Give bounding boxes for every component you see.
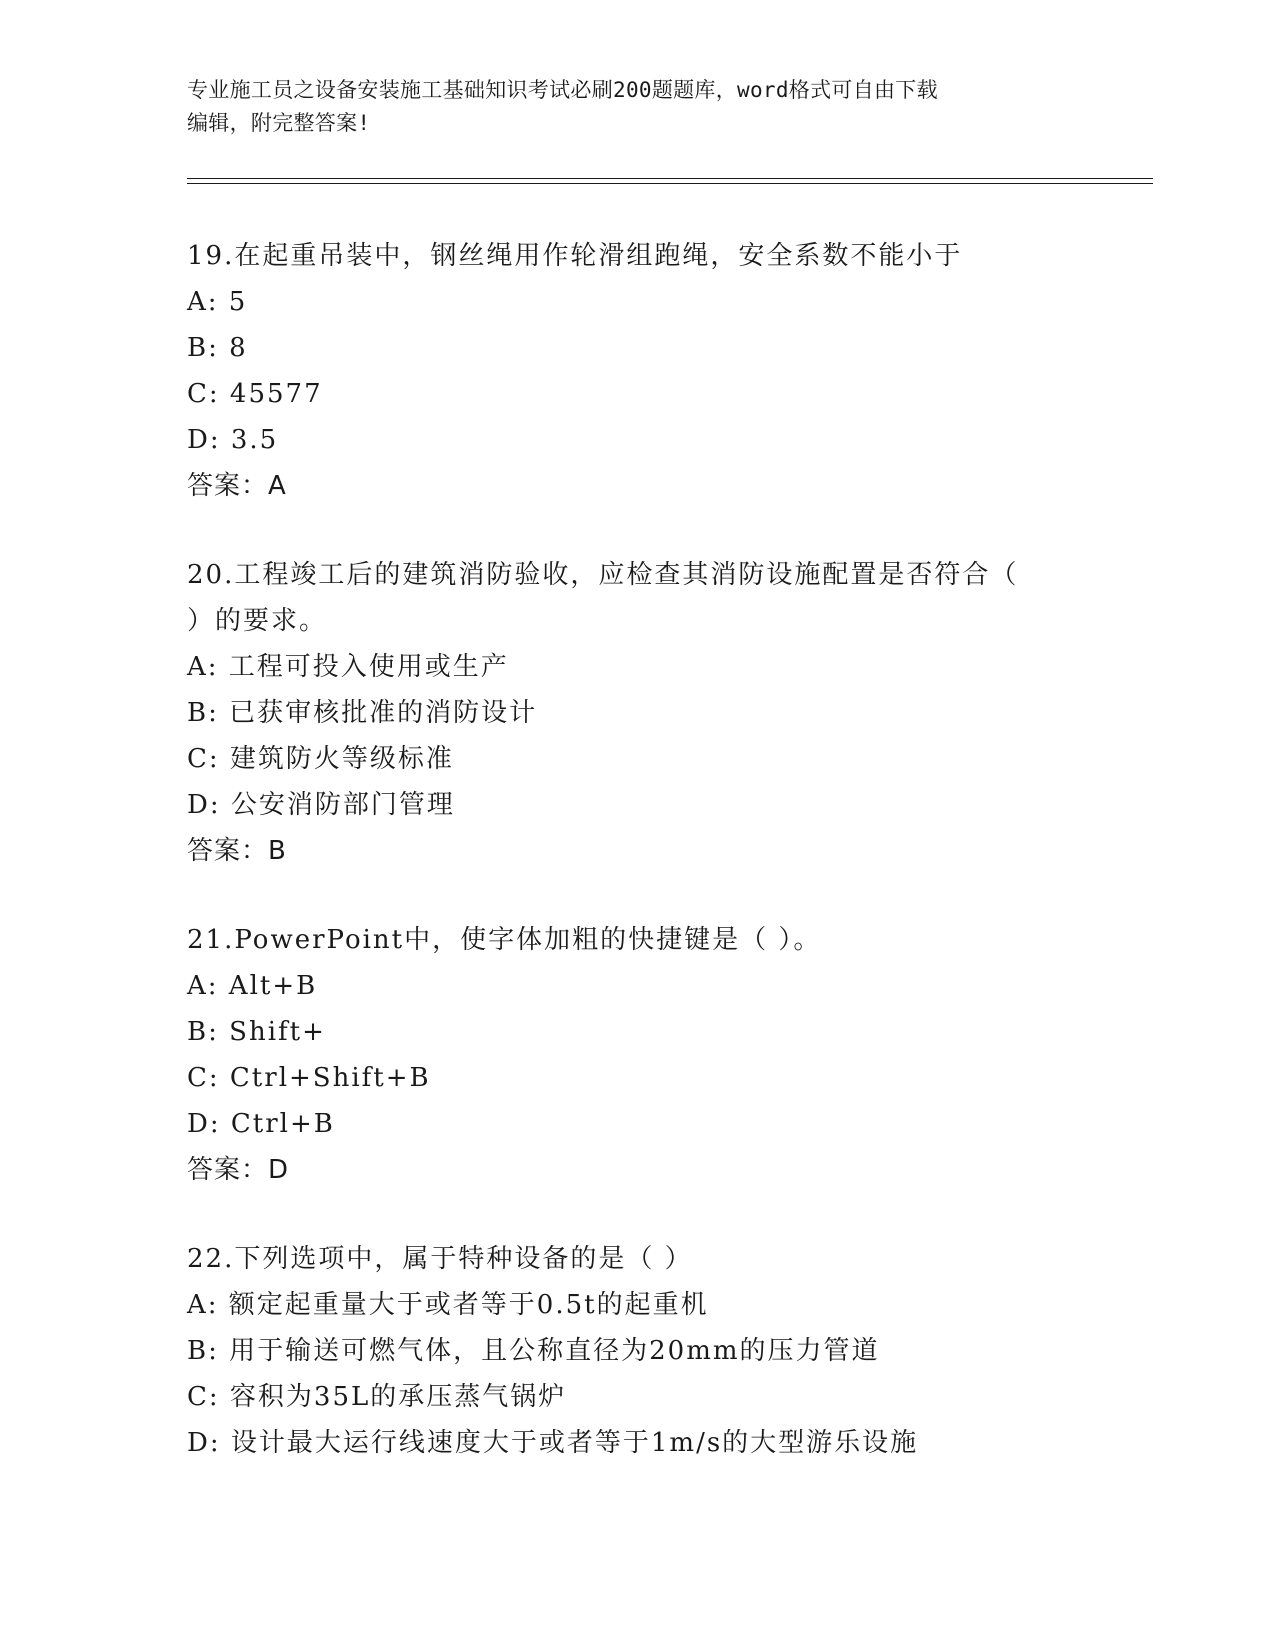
question-stem-continued: ）的要求。 [187, 606, 328, 636]
option-d: D: 3.5 [187, 425, 279, 455]
header-title-line-1: 专业施工员之设备安装施工基础知识考试必刷200题题库，word格式可自由下载 [187, 78, 938, 102]
question-stem: 22.下列选项中，属于特种设备的是（ ） [187, 1244, 693, 1274]
document-header [187, 74, 1087, 140]
option-a: A: 工程可投入使用或生产 [187, 652, 509, 682]
answer-line: 答案：D [187, 1155, 290, 1185]
option-c: C: 建筑防火等级标准 [187, 744, 454, 774]
question-stem: 19.在起重吊装中，钢丝绳用作轮滑组跑绳，安全系数不能小于 [187, 241, 963, 271]
question-22 [187, 1236, 1087, 1466]
answer-line: 答案：A [187, 471, 287, 501]
header-title-line-2: 编辑，附完整答案! [187, 111, 371, 135]
answer-line: 答案：B [187, 836, 287, 866]
question-19 [187, 233, 1087, 509]
question-21 [187, 917, 1087, 1193]
header-divider-top [187, 178, 1153, 179]
question-20 [187, 552, 1087, 874]
option-d: D: Ctrl+B [187, 1109, 335, 1139]
option-a: A: 额定起重量大于或者等于0.5t的起重机 [187, 1290, 709, 1320]
option-a: A: Alt+B [187, 971, 318, 1001]
option-d: D: 公安消防部门管理 [187, 790, 455, 820]
option-c: C: 45577 [187, 379, 323, 409]
option-c: C: Ctrl+Shift+B [187, 1063, 431, 1093]
option-c: C: 容积为35L的承压蒸气锅炉 [187, 1382, 567, 1412]
option-b: B: 8 [187, 333, 248, 363]
option-b: B: 用于输送可燃气体，且公称直径为20mm的压力管道 [187, 1336, 880, 1366]
question-stem: 21.PowerPoint中，使字体加粗的快捷键是（ ）。 [187, 925, 822, 955]
option-a: A: 5 [187, 287, 248, 317]
question-stem: 20.工程竣工后的建筑消防验收，应检查其消防设施配置是否符合（ [187, 560, 1019, 590]
header-divider-bottom [187, 183, 1153, 184]
option-b: B: Shift+ [187, 1017, 326, 1047]
option-b: B: 已获审核批准的消防设计 [187, 698, 538, 728]
option-d: D: 设计最大运行线速度大于或者等于1m/s的大型游乐设施 [187, 1428, 919, 1458]
